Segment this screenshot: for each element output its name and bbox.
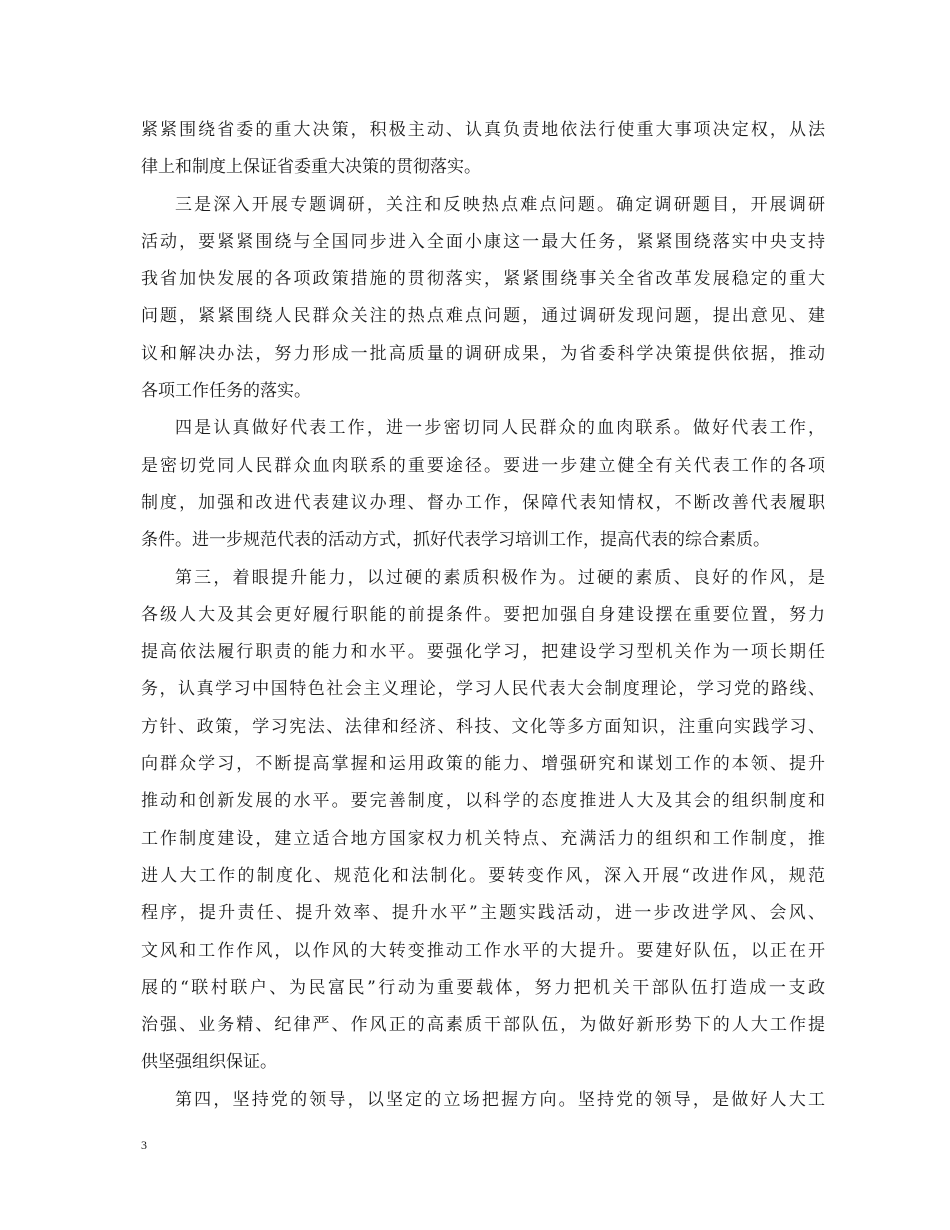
text-line: 律上和制度上保证省委重大决策的贯彻落实。 [141, 157, 481, 178]
text-line: 第三，着眼提升能力，以过硬的素质积极作为。过硬的素质、良好的作风，是 [175, 567, 825, 588]
text-line: 工作制度建设，建立适合地方国家权力机关特点、充满活力的组织和工作制度，推 [141, 828, 825, 849]
text-line: 各级人大及其会更好履行职能的前提条件。要把加强自身建设摆在重要位置，努力 [141, 604, 825, 625]
text-line: 推动和创新发展的水平。要完善制度，以科学的态度推进人大及其会的组织制度和 [141, 791, 825, 812]
text-line: 方针、政策，学习宪法、法律和经济、科技、文化等多方面知识，注重向实践学习、 [141, 716, 825, 737]
body-text [141, 112, 825, 1119]
text-line: 进人大工作的制度化、规范化和法制化。要转变作风，深入开展“改进作风，规范 [141, 865, 825, 886]
text-line: 问题，紧紧围绕人民群众关注的热点难点问题，通过调研发现问题，提出意见、建 [141, 306, 825, 327]
text-line: 三是深入开展专题调研，关注和反映热点难点问题。确定调研题目，开展调研 [175, 194, 825, 215]
text-line: 我省加快发展的各项政策措施的贯彻落实，紧紧围绕事关全省改革发展稳定的重大 [141, 269, 825, 290]
text-line: 制度，加强和改进代表建议办理、督办工作，保障代表知情权，不断改善代表履职 [141, 492, 825, 513]
text-line: 向群众学习，不断提高掌握和运用政策的能力、增强研究和谋划工作的本领、提升 [141, 754, 825, 775]
text-line: 务，认真学习中国特色社会主义理论，学习人民代表大会制度理论，学习党的路线、 [141, 679, 825, 700]
text-line: 提高依法履行职责的能力和水平。要强化学习，把建设学习型机关作为一项长期任 [141, 642, 825, 663]
text-line: 文风和工作作风，以作风的大转变推动工作水平的大提升。要建好队伍，以正在开 [141, 940, 825, 961]
page-number: 3 [141, 1138, 147, 1152]
text-line: 第四，坚持党的领导，以坚定的立场把握方向。坚持党的领导，是做好人大工 [175, 1089, 825, 1110]
text-line: 是密切党同人民群众血肉联系的重要途径。要进一步建立健全有关代表工作的各项 [141, 455, 825, 476]
text-line: 条件。进一步规范代表的活动方式，抓好代表学习培训工作，提高代表的综合素质。 [141, 530, 770, 551]
text-line: 四是认真做好代表工作，进一步密切同人民群众的血肉联系。做好代表工作， [175, 418, 825, 439]
text-line: 紧紧围绕省委的重大决策，积极主动、认真负责地依法行使重大事项决定权，从法 [141, 120, 825, 140]
text-line: 供坚强组织保证。 [141, 1052, 277, 1073]
text-line: 程序，提升责任、提升效率、提升水平”主题实践活动，进一步改进学风、会风、 [141, 903, 825, 924]
text-line: 议和解决办法，努力形成一批高质量的调研成果，为省委科学决策提供依据，推动 [141, 343, 825, 364]
text-line: 展的“联村联户、为民富民”行动为重要载体，努力把机关干部队伍打造成一支政 [141, 977, 825, 998]
text-line: 活动，要紧紧围绕与全国同步进入全面小康这一最大任务，紧紧围绕落实中央支持 [141, 231, 825, 252]
text-line: 各项工作任务的落实。 [141, 381, 311, 402]
text-line: 治强、业务精、纪律严、作风正的高素质干部队伍，为做好新形势下的人大工作提 [141, 1015, 825, 1036]
